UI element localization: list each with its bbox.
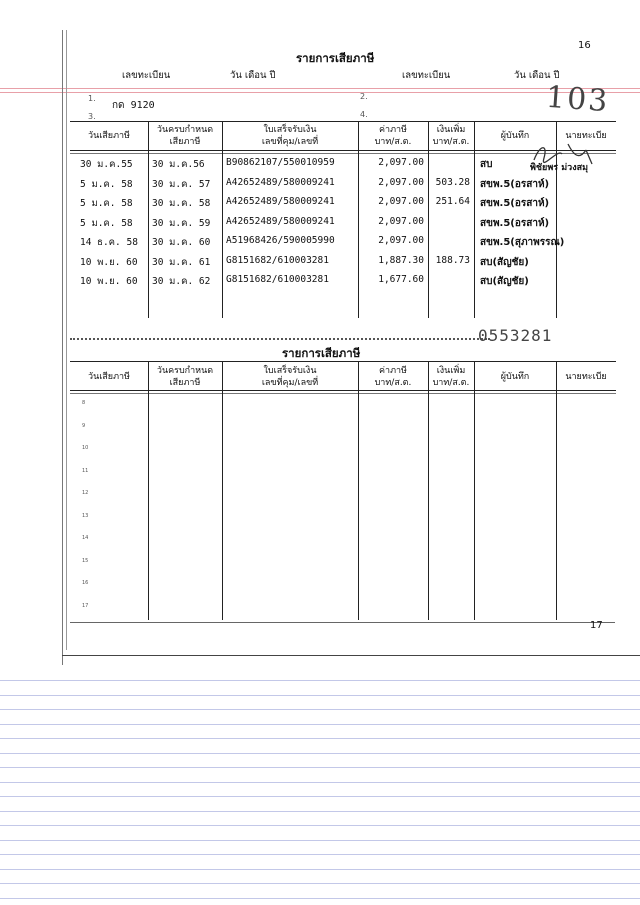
lower-table-column-divider: [222, 361, 223, 620]
table-bottom-border: [70, 622, 615, 623]
cell-tax-date: 5 ม.ค. 58: [80, 179, 133, 190]
ruled-line: [0, 840, 640, 841]
signature-name: พิชัยพร ม่วงสมุ: [530, 163, 589, 173]
cell-recorder: สขพ.5(อรสาห์): [480, 198, 550, 209]
ruled-line: [0, 825, 640, 826]
lower-row-number: 9: [82, 422, 86, 429]
header-reg-left: เลขทะเบียน: [122, 70, 171, 81]
ruled-line: [0, 782, 640, 783]
cell-tax-amount: 2,097.00: [378, 196, 424, 207]
cell-receipt: G8151682/610003281: [226, 274, 329, 285]
reg-slot-2: 2.: [360, 92, 368, 101]
page-number-top: 16: [578, 40, 591, 51]
perforation-line: [70, 338, 490, 340]
cell-receipt: A42652489/580009241: [226, 196, 335, 207]
cell-receipt: G8151682/610003281: [226, 255, 329, 266]
cell-recorder: สบ(สัญชัย): [480, 276, 529, 287]
lower-row-number: 17: [82, 602, 89, 609]
lower-col-header-tax-amount: ค่าภาษี บาท/ส.ต.: [374, 366, 412, 388]
ruled-line: [0, 724, 640, 725]
table-row: [70, 255, 616, 271]
cell-due-date: 30 ม.ค. 61: [152, 257, 211, 268]
cell-receipt: B90862107/550010959: [226, 157, 335, 168]
upper-table-top-line: [70, 121, 616, 122]
cell-tax-date: 30 ม.ค.55: [80, 159, 133, 170]
cell-recorder: สบ: [480, 159, 493, 170]
page-left-border: [62, 30, 63, 665]
col-header-surcharge: เงินเพิ่ม บาท/ส.ต.: [432, 125, 470, 147]
lower-row-number: 10: [82, 445, 89, 451]
lower-col-header-surcharge: เงินเพิ่ม บาท/ส.ต.: [432, 366, 470, 388]
ruled-line: [0, 869, 640, 870]
lower-row-number: 14: [82, 535, 89, 541]
cell-surcharge: 188.73: [435, 255, 470, 266]
ruled-line: [0, 883, 640, 884]
cell-recorder: สขพ.5(อรสาห์): [480, 218, 550, 229]
cell-due-date: 30 ม.ค. 60: [152, 237, 211, 248]
cell-recorder: สขพ.5(สุภาพรรณ): [480, 237, 565, 248]
col-header-receipt: ใบเสร็จรับเงิน เลขที่คุม/เลขที่: [261, 125, 319, 147]
cell-surcharge: 251.64: [435, 196, 470, 207]
cell-tax-date: 10 พ.ย. 60: [80, 276, 138, 287]
ruled-line: [0, 854, 640, 855]
lower-row-number: 13: [82, 512, 89, 519]
lower-table-header-line: [70, 390, 616, 391]
ruled-line: [0, 738, 640, 739]
lower-col-header-due-date: วันครบกำหนด เสียภาษี: [156, 366, 214, 388]
cell-receipt: A42652489/580009241: [226, 177, 335, 188]
cell-surcharge: 503.28: [435, 177, 470, 188]
ruled-line: [0, 753, 640, 754]
form-title-top: รายการเสียภาษี: [296, 51, 375, 65]
lower-table-column-divider: [474, 361, 475, 620]
lower-row-number: 16: [82, 580, 89, 586]
lower-table-top-line: [70, 361, 616, 362]
cell-tax-amount: 2,097.00: [378, 235, 424, 246]
page-bottom-border: [62, 655, 640, 656]
stamp-number: 0553281: [478, 326, 553, 345]
table-row: [70, 177, 616, 193]
form-title-bottom: รายการเสียภาษี: [282, 346, 361, 360]
cell-tax-date: 5 ม.ค. 58: [80, 218, 133, 229]
header-reg-right: เลขทะเบียน: [402, 70, 451, 81]
page-number-bottom: 17: [590, 620, 603, 631]
ruled-line: [0, 767, 640, 768]
header-date-left: วัน เดือน ปี: [230, 70, 276, 81]
ruled-line: [0, 796, 640, 797]
col-header-recorder: ผู้บันทึก: [500, 131, 530, 141]
cell-tax-date: 5 ม.ค. 58: [80, 198, 133, 209]
table-row: [70, 274, 616, 290]
cell-tax-amount: 2,097.00: [378, 177, 424, 188]
lower-table-column-divider: [556, 361, 557, 620]
signature-scribble-icon: [528, 140, 598, 172]
col-header-due-date: วันครบกำหนด เสียภาษี: [156, 125, 214, 147]
lower-table-column-divider: [358, 361, 359, 620]
lower-col-header-tax-date: วันเสียภาษี: [88, 372, 130, 382]
cell-due-date: 30 ม.ค. 62: [152, 276, 211, 287]
table-row: [70, 196, 616, 212]
lower-col-header-registrar: นายทะเบีย: [565, 372, 607, 382]
cell-tax-amount: 1,677.60: [378, 274, 424, 285]
cell-tax-date: 10 พ.ย. 60: [80, 257, 138, 268]
ruled-line: [0, 695, 640, 696]
lower-table-column-divider: [148, 361, 149, 620]
table-row: [70, 216, 616, 232]
lower-row-number: 15: [82, 557, 89, 564]
header-date-right: วัน เดือน ปี: [514, 70, 560, 81]
col-header-tax-amount: ค่าภาษี บาท/ส.ต.: [374, 125, 412, 147]
col-header-tax-date: วันเสียภาษี: [88, 131, 130, 141]
ruled-line: [0, 709, 640, 710]
cell-due-date: 30 ม.ค. 57: [152, 179, 211, 190]
cell-tax-date: 14 ธ.ค. 58: [80, 237, 138, 248]
ruled-line: [0, 898, 640, 899]
reg-slot-4: 4.: [360, 110, 368, 119]
lower-row-number: 11: [82, 467, 89, 474]
notebook-margin-line: [0, 88, 640, 89]
lower-col-header-receipt: ใบเสร็จรับเงิน เลขที่คุม/เลขที่: [261, 366, 319, 388]
reg-slot-3: 3.: [88, 112, 96, 121]
col-header-registrar: นายทะเบีย: [565, 131, 607, 141]
lower-row-number: 12: [82, 490, 89, 496]
cell-recorder: สบ(สัญชัย): [480, 257, 529, 268]
cell-tax-amount: 1,887.30: [378, 255, 424, 266]
handwritten-number: 103: [544, 79, 611, 120]
lower-row-number: 8: [82, 400, 86, 406]
lower-table-header-line-2: [70, 393, 616, 394]
cell-recorder: สขพ.5(อรสาห์): [480, 179, 550, 190]
lower-table-column-divider: [428, 361, 429, 620]
page-left-border-inner: [66, 30, 67, 650]
cell-receipt: A51968426/590005990: [226, 235, 335, 246]
ruled-line: [0, 811, 640, 812]
cell-tax-amount: 2,097.00: [378, 216, 424, 227]
cell-due-date: 30 ม.ค. 59: [152, 218, 211, 229]
table-row: [70, 235, 616, 251]
registration-plate: กด 9120: [112, 100, 155, 111]
cell-tax-amount: 2,097.00: [378, 157, 424, 168]
cell-due-date: 30 ม.ค. 58: [152, 198, 211, 209]
ruled-line: [0, 680, 640, 681]
cell-due-date: 30 ม.ค.56: [152, 159, 205, 170]
lower-col-header-recorder: ผู้บันทึก: [500, 372, 530, 382]
cell-receipt: A42652489/580009241: [226, 216, 335, 227]
notebook-margin-line: [0, 92, 640, 93]
reg-slot-1: 1.: [88, 94, 96, 103]
